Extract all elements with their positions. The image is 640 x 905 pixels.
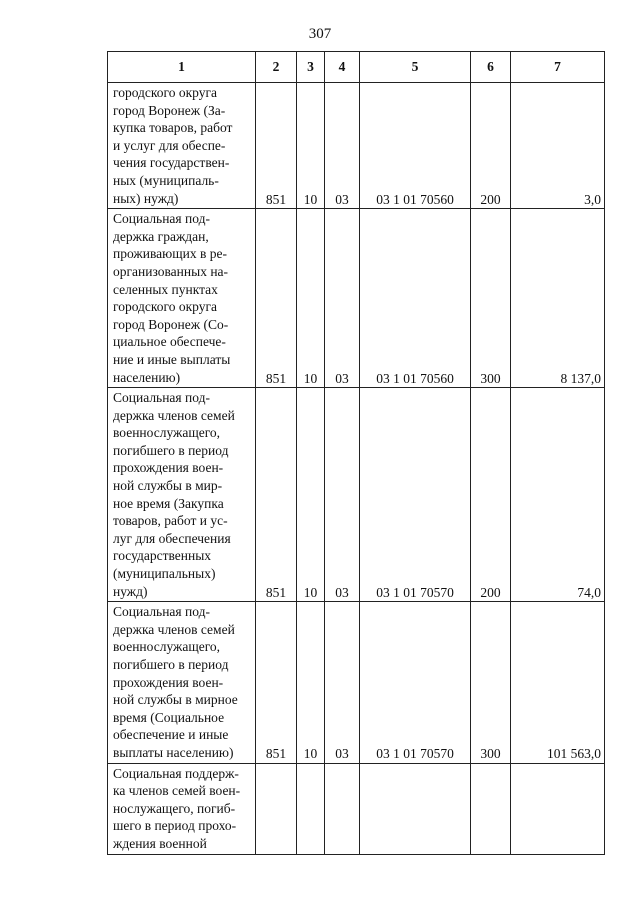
- row-description: Социальная под- держка граждан, проживающих в ре- организованных на- селенных пунктах городского округа город Воронеж (Со- циальное обеспече- ние и иные выплаты населению): [108, 209, 256, 388]
- cell-expense-type: 300: [471, 602, 511, 763]
- cell-section: [297, 763, 325, 854]
- cell-subsection: 03: [325, 388, 360, 602]
- table-row: [108, 209, 605, 388]
- cell-section: 10: [297, 83, 325, 209]
- cell-expense-type: 300: [471, 209, 511, 388]
- cell-target-article: 03 1 01 70560: [360, 83, 471, 209]
- row-description: Социальная под- держка членов семей военнослужащего, погибшего в период прохождения воен- ной службы в мир- ное время (Закупка товаров, работ и ус- луг для обеспечения государственных (муниципальных) нужд): [108, 388, 256, 602]
- cell-subsection: 03: [325, 209, 360, 388]
- column-header: 4: [325, 52, 360, 83]
- cell-ministry: 851: [256, 83, 297, 209]
- cell-ministry: [256, 763, 297, 854]
- cell-subsection: [325, 763, 360, 854]
- column-header: 2: [256, 52, 297, 83]
- row-description: Социальная под- держка членов семей военнослужащего, погибшего в период прохождения воен- ной службы в мирное время (Социальное обеспечение и иные выплаты населению): [108, 602, 256, 763]
- cell-section: 10: [297, 388, 325, 602]
- cell-ministry: 851: [256, 209, 297, 388]
- cell-target-article: 03 1 01 70560: [360, 209, 471, 388]
- cell-target-article: [360, 763, 471, 854]
- table-row: [108, 388, 605, 602]
- cell-section: 10: [297, 602, 325, 763]
- table-row: [108, 763, 605, 854]
- cell-target-article: 03 1 01 70570: [360, 602, 471, 763]
- cell-subsection: 03: [325, 83, 360, 209]
- budget-table: [107, 51, 605, 855]
- cell-amount: [511, 763, 605, 854]
- column-header: 5: [360, 52, 471, 83]
- cell-section: 10: [297, 209, 325, 388]
- table-row: [108, 602, 605, 763]
- cell-amount: 3,0: [511, 83, 605, 209]
- cell-ministry: 851: [256, 388, 297, 602]
- cell-amount: 8 137,0: [511, 209, 605, 388]
- cell-expense-type: 200: [471, 83, 511, 209]
- page-number: 307: [308, 26, 332, 42]
- table-row: [108, 83, 605, 209]
- row-description: Социальная поддерж- ка членов семей воен- нослужащего, погиб- шего в период прохо- ждения военной: [108, 763, 256, 854]
- cell-amount: 101 563,0: [511, 602, 605, 763]
- cell-amount: 74,0: [511, 388, 605, 602]
- table-header-row: [108, 52, 605, 83]
- cell-subsection: 03: [325, 602, 360, 763]
- column-header: 1: [108, 52, 256, 83]
- column-header: 7: [511, 52, 605, 83]
- cell-target-article: 03 1 01 70570: [360, 388, 471, 602]
- cell-expense-type: [471, 763, 511, 854]
- cell-expense-type: 200: [471, 388, 511, 602]
- column-header: 3: [297, 52, 325, 83]
- column-header: 6: [471, 52, 511, 83]
- row-description: городского округа город Воронеж (За- купка товаров, работ и услуг для обеспе- чения государствен- ных (муниципаль- ных) нужд): [108, 83, 256, 209]
- cell-ministry: 851: [256, 602, 297, 763]
